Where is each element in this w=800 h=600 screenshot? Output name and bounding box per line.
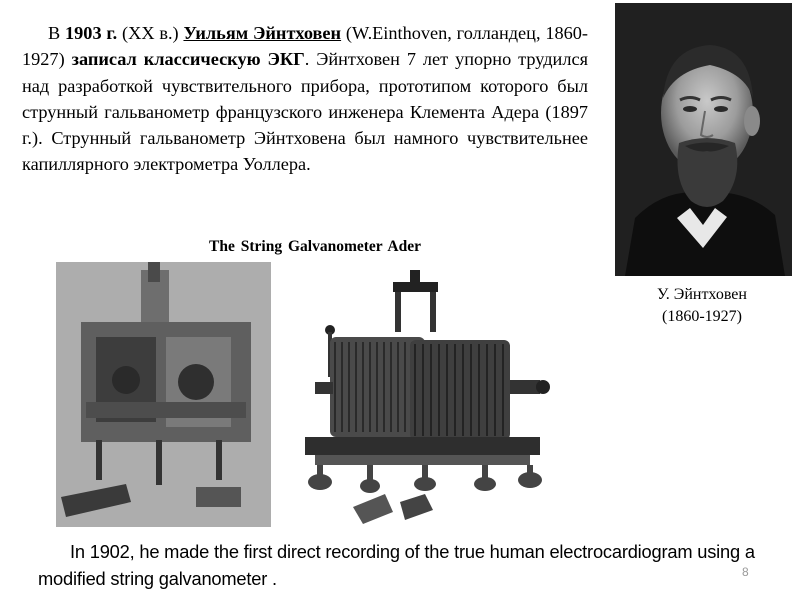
page-number: 8 — [742, 565, 749, 579]
portrait-name: У. Эйнтховен — [657, 286, 747, 303]
text-segment: (W.Einthoven, голландец, 1860-1927) — [22, 23, 588, 70]
figure-caption: The String Galvanometer Ader — [209, 238, 421, 255]
galvanometer-photo-image — [56, 262, 271, 527]
text-segment: (XX в.) — [117, 23, 184, 43]
portrait-image — [615, 3, 792, 276]
text-segment: В — [48, 23, 66, 43]
galvanometer-photo — [56, 262, 271, 527]
portrait-photo — [615, 3, 792, 276]
main-paragraph — [22, 20, 588, 178]
portrait-years: (1860-1927) — [662, 308, 742, 325]
year-highlight: 1903 г. — [65, 23, 118, 43]
ecg-highlight: записал классическую ЭКГ — [71, 49, 305, 70]
text-segment: . Эйнтховен 7 лет упорно трудился над разработкой чувствительного прибора, прототипом которого был струнный гальванометр французского инженера Клемента Адера (1897 г.). Струнный гальванометр Эйнтховена был намного чувствительнее капиллярного электрометра Уоллера. — [22, 49, 588, 175]
person-name: Уильям Эйнтховен — [183, 23, 342, 43]
galvanometer-engraving-image — [275, 262, 565, 527]
galvanometer-engraving — [275, 262, 565, 527]
bottom-paragraph: In 1902, he made the first direct recording of the true human electrocardiogram using a modified string galvanometer . — [38, 541, 755, 589]
portrait-caption — [612, 284, 792, 328]
